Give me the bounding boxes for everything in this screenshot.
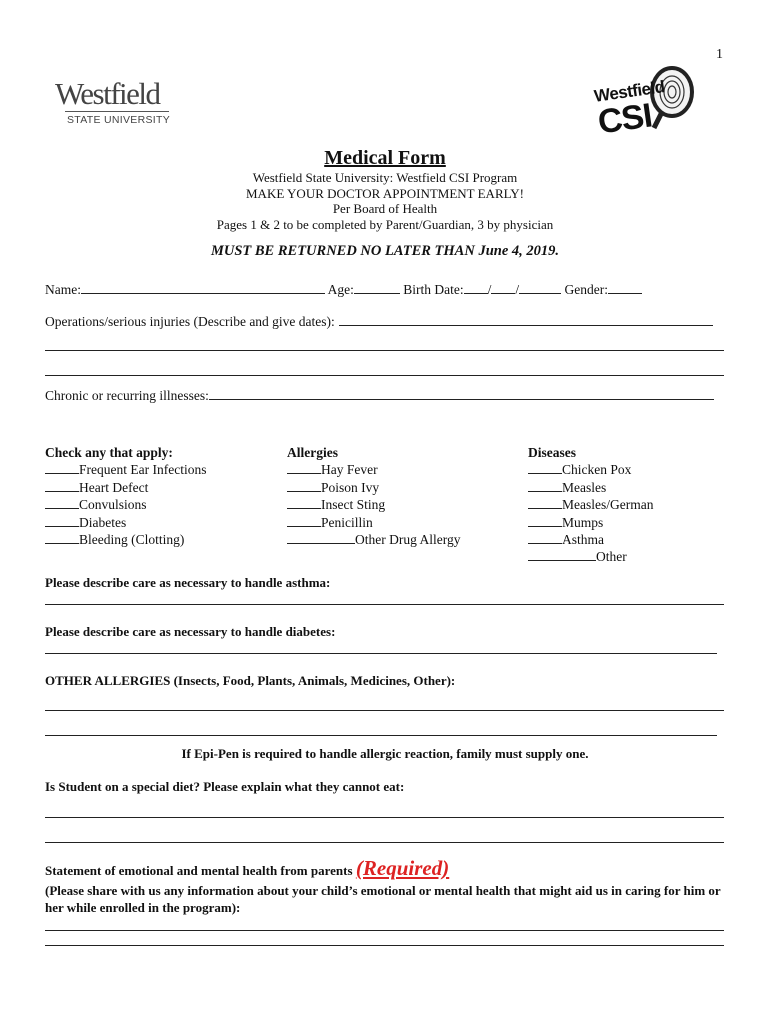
allergy-checkbox[interactable] (287, 496, 321, 509)
allergy-item: Penicillin (287, 514, 460, 531)
condition-item: Bleeding (Clotting) (45, 531, 206, 548)
birth-year-field[interactable] (519, 281, 561, 294)
epipen-note: If Epi-Pen is required to handle allergic reaction, family must supply one. (181, 746, 589, 761)
age-field[interactable] (354, 281, 400, 294)
condition-checkbox[interactable] (45, 496, 79, 509)
condition-checkbox[interactable] (45, 461, 79, 474)
csi-logo-word: Westfield (592, 77, 666, 106)
disease-item: Mumps (528, 514, 653, 531)
disease-item: Asthma (528, 531, 653, 548)
disease-checkbox[interactable] (528, 496, 562, 509)
disease-item: Measles (528, 479, 653, 496)
name-field[interactable] (81, 281, 325, 294)
emotional-answer-line-1[interactable] (45, 930, 724, 931)
condition-checkbox[interactable] (45, 514, 79, 527)
allergy-item: Hay Fever (287, 461, 460, 478)
other-allergies-line-1[interactable] (45, 710, 724, 711)
chronic-field[interactable] (209, 387, 714, 400)
allergy-checkbox[interactable] (287, 479, 321, 492)
condition-item: Frequent Ear Infections (45, 461, 206, 478)
diet-answer-line-1[interactable] (45, 817, 724, 818)
diseases-column (528, 445, 653, 566)
other-allergies-prompt: OTHER ALLERGIES (Insects, Food, Plants, Animals, Medicines, Other): (45, 673, 456, 688)
emotional-prompt: Statement of emotional and mental health from parents (45, 863, 353, 878)
diet-answer-line-2[interactable] (45, 842, 724, 843)
westfield-csi-logo (588, 62, 700, 148)
disease-item: Measles/German (528, 496, 653, 513)
operations-row (45, 313, 713, 330)
age-label: Age: (327, 282, 354, 297)
identity-row: Name: Age: Birth Date: / / Gender: (45, 281, 642, 298)
emotional-heading-row (45, 856, 449, 881)
operations-field[interactable] (339, 313, 713, 326)
westfield-state-logo (55, 76, 173, 126)
form-title: Medical Form (324, 147, 446, 169)
birth-date-label: Birth Date: (403, 282, 464, 297)
allergy-item: Poison Ivy (287, 479, 460, 496)
allergy-checkbox[interactable] (287, 461, 321, 474)
conditions-heading: Check any that apply: (45, 445, 173, 460)
emotional-detail: (Please share with us any information about your child’s emotional or mental health that might aid us in caring for him or her while enrolled in the program): (45, 883, 721, 915)
condition-item: Heart Defect (45, 479, 206, 496)
name-label: Name: (45, 282, 81, 297)
gender-field[interactable] (608, 281, 642, 294)
disease-checkbox[interactable] (528, 461, 562, 474)
asthma-prompt: Please describe care as necessary to handle asthma: (45, 575, 331, 590)
allergy-item: Insect Sting (287, 496, 460, 513)
operations-line-3[interactable] (45, 375, 724, 376)
allergy-checkbox[interactable] (287, 531, 355, 544)
diet-prompt: Is Student on a special diet? Please explain what they cannot eat: (45, 779, 405, 794)
allergy-checkbox[interactable] (287, 514, 321, 527)
birth-day-field[interactable] (491, 281, 515, 294)
diseases-heading: Diseases (528, 445, 576, 460)
deadline-notice: MUST BE RETURNED NO LATER THAN June 4, 2019. (210, 243, 560, 259)
disease-checkbox[interactable] (528, 531, 562, 544)
page-number: 1 (716, 47, 723, 62)
operations-label: Operations/serious injuries (Describe and give dates): (45, 314, 335, 329)
operations-line-2[interactable] (45, 350, 724, 351)
disease-item: Other (528, 548, 653, 565)
csi-logo-text: CSI (595, 96, 655, 142)
required-label: (Required) (355, 856, 450, 880)
disease-item: Chicken Pox (528, 461, 653, 478)
allergies-column (287, 445, 460, 548)
allergy-item: Other Drug Allergy (287, 531, 460, 548)
other-allergies-line-2[interactable] (45, 735, 717, 736)
subtitle-block (0, 170, 770, 232)
gender-label: Gender: (564, 282, 609, 297)
emotional-answer-line-2[interactable] (45, 945, 724, 946)
logo-wordmark: Westfield (55, 76, 160, 111)
subtitle-line: Westfield State University: Westfield CSI Program (252, 170, 518, 185)
disease-checkbox[interactable] (528, 514, 562, 527)
allergies-heading: Allergies (287, 445, 338, 460)
chronic-label: Chronic or recurring illnesses: (45, 388, 209, 403)
condition-checkbox[interactable] (45, 531, 79, 544)
asthma-answer-line[interactable] (45, 604, 724, 605)
disease-checkbox[interactable] (528, 479, 562, 492)
condition-item: Diabetes (45, 514, 206, 531)
conditions-column (45, 445, 206, 548)
diabetes-prompt: Please describe care as necessary to handle diabetes: (45, 624, 336, 639)
condition-checkbox[interactable] (45, 479, 79, 492)
diabetes-answer-line[interactable] (45, 653, 717, 654)
subtitle-line: MAKE YOUR DOCTOR APPOINTMENT EARLY! (246, 185, 524, 201)
subtitle-line: Pages 1 & 2 to be completed by Parent/Guardian, 3 by physician (216, 216, 554, 232)
subtitle-line: Per Board of Health (332, 201, 438, 216)
birth-month-field[interactable] (464, 281, 488, 294)
logo-subtitle: STATE UNIVERSITY (67, 114, 171, 126)
chronic-row (45, 387, 714, 404)
condition-item: Convulsions (45, 496, 206, 513)
disease-checkbox[interactable] (528, 548, 596, 561)
